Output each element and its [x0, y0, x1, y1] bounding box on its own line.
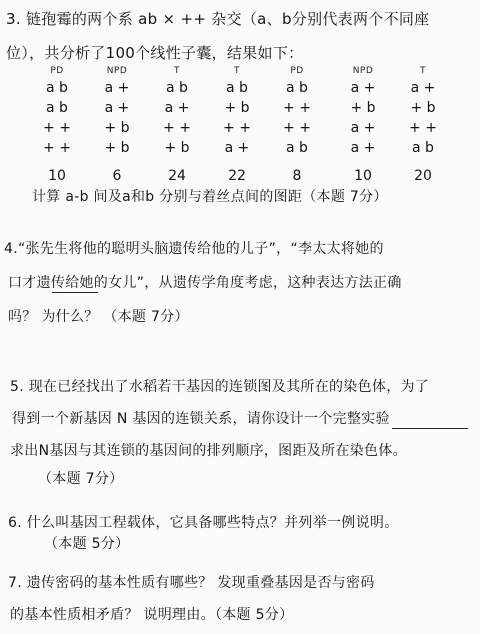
genotype-cell: a + [104, 80, 130, 96]
genotype-cell: a + [224, 140, 250, 156]
count-cell: 20 [414, 168, 432, 184]
genotype-cell: + + [163, 120, 191, 136]
genotype-cell: a + [350, 120, 376, 136]
ascus-row [40, 120, 437, 140]
genotype-cell: + + [409, 120, 437, 136]
genotype-cell: + + [43, 140, 71, 156]
q4-line-2: 口才遗传给她的女儿”，从遗传学角度考虑，这种表达方法正确 [8, 275, 402, 291]
genotype-cell: + b [164, 140, 190, 156]
underline-mark [392, 428, 468, 429]
q6-line-2: （本题 5分） [44, 536, 130, 552]
genotype-cell: a b [412, 140, 434, 156]
q4-line-1: 4.“张先生将他的聪明头脑遗传给他的儿子”，“李太太将她的 [4, 241, 384, 257]
genotype-cell: a + [410, 80, 436, 96]
genotype-cell: a b [46, 100, 68, 116]
ascus-row [40, 100, 436, 120]
ascus-row [40, 140, 434, 160]
genotype-cell: a b [286, 80, 308, 96]
ascus-counts-row [40, 168, 432, 188]
count-cell: 10 [48, 168, 66, 184]
count-cell: 22 [228, 168, 246, 184]
q3-line-1: 3. 链孢霉的两个系 ab × ++ 杂交（a、b分别代表两个不同座 [6, 10, 430, 28]
underline-mark [52, 292, 98, 293]
ascus-table [40, 66, 437, 188]
class-header: NPD [352, 66, 374, 76]
genotype-cell: + + [283, 100, 311, 116]
count-cell: 24 [168, 168, 186, 184]
q3-instruction: 计算 a-b 间及a和b 分别与着丝点间的图距（本题 7分） [32, 189, 388, 205]
genotype-cell: + b [104, 140, 130, 156]
q5-line-4: （本题 7分） [38, 471, 124, 487]
ascus-row [40, 80, 436, 100]
class-header: NPD [106, 66, 128, 76]
q7-line-1: 7. 遗传密码的基本性质有哪些？ 发现重叠基因是否与密码 [8, 575, 375, 591]
genotype-cell: + b [350, 100, 376, 116]
class-header: PD [50, 66, 64, 76]
q7-line-2: 的基本性质相矛盾？ 说明理由。（本题 5分） [10, 607, 294, 623]
count-cell: 10 [354, 168, 372, 184]
class-header: PD [290, 66, 304, 76]
class-header: T [234, 66, 240, 76]
genotype-cell: a b [286, 140, 308, 156]
genotype-cell: + b [410, 100, 436, 116]
q5-line-1: 5. 现在已经找出了水稻若干基因的连锁图及其所在的染色体，为了 [10, 379, 430, 395]
ascus-table-header [40, 66, 426, 80]
q6-line-1: 6. 什么叫基因工程载体，它具备哪些特点？并列举一例说明。 [8, 515, 399, 531]
q5-line-3: 求出N基因与其连锁的基因间的排列顺序，图距及所在染色体。 [10, 443, 407, 459]
class-header: T [174, 66, 180, 76]
q3-line-2: 位），共分析了100个线性子囊，结果如下： [6, 44, 304, 62]
genotype-cell: a + [350, 140, 376, 156]
genotype-cell: a b [166, 80, 188, 96]
genotype-cell: + + [283, 120, 311, 136]
genotype-cell: + b [104, 120, 130, 136]
q4-line-3: 吗？ 为什么？ （本题 7分） [8, 309, 189, 325]
genotype-cell: + + [223, 120, 251, 136]
count-cell: 8 [292, 168, 302, 184]
genotype-cell: a + [164, 100, 190, 116]
q5-line-2: 得到一个新基因 N 基因的连锁关系，请你设计一个完整实验 [12, 411, 390, 427]
genotype-cell: a b [226, 80, 248, 96]
count-cell: 6 [112, 168, 122, 184]
genotype-cell: a b [46, 80, 68, 96]
genotype-cell: a + [350, 80, 376, 96]
genotype-cell: a + [104, 100, 130, 116]
class-header: T [420, 66, 426, 76]
genotype-cell: + + [43, 120, 71, 136]
genotype-cell: + b [224, 100, 250, 116]
